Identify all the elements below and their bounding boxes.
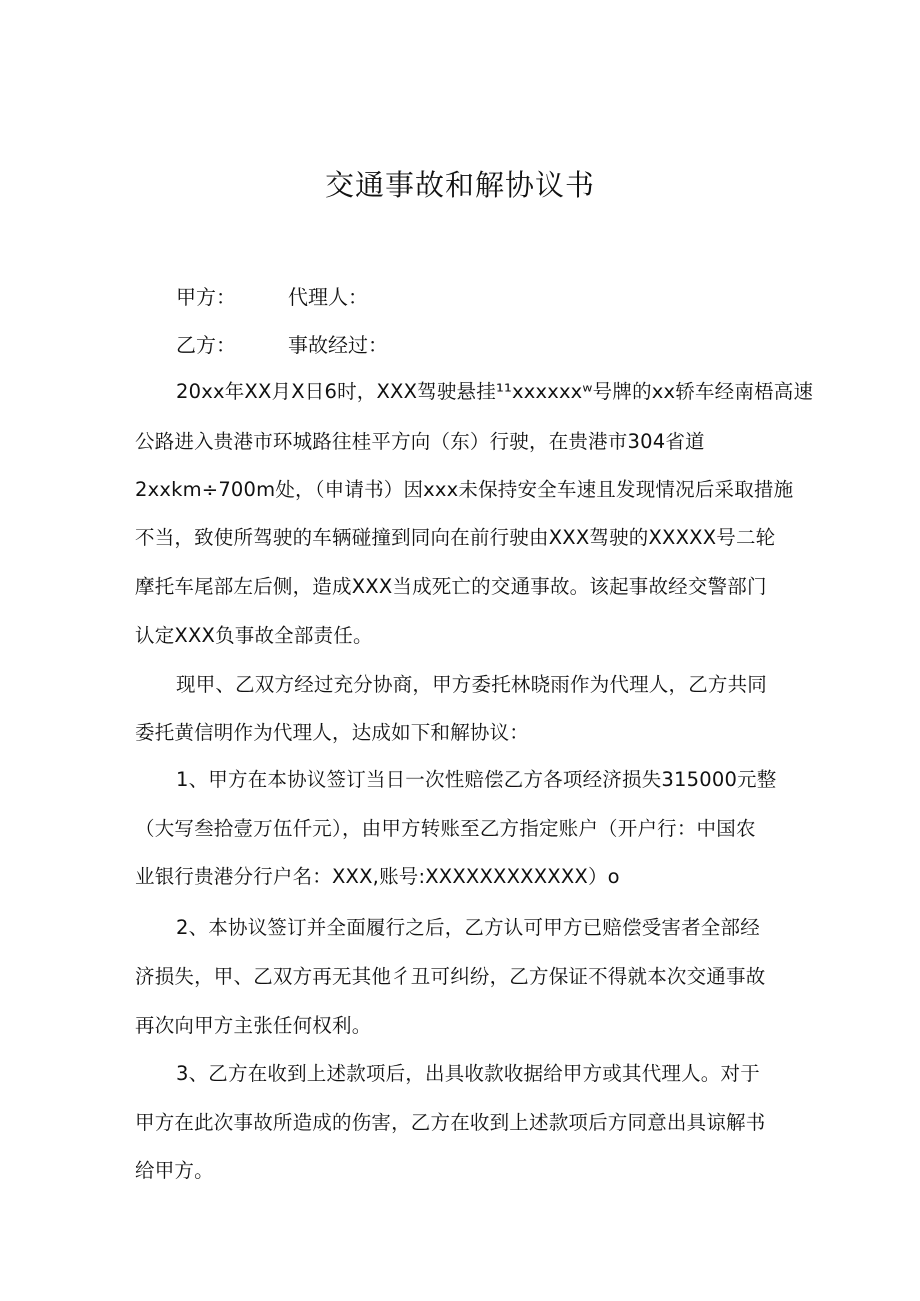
clause-2-line-1: 2、本协议签订并全面履行之后，乙方认可甲方已赔偿受害者全部经 — [176, 916, 760, 939]
party-b-label: 乙方： — [176, 333, 236, 357]
document-title: 交通事故和解协议书 — [324, 168, 595, 202]
accident-line-4: 不当，致使所驾驶的车辆碰撞到同向在前行驶由XXX驾驶的XXXXX号二轮 — [135, 526, 776, 549]
clause-2-line-2: 济损失，甲、乙双方再无其他彳丑可纠纷，乙方保证不得就本次交通事故 — [135, 965, 766, 988]
accident-line-1: 20xx年XX月X日6时，XXX驾驶悬挂¹¹xxxxxxʷ号牌的xx轿车经南梧高速 — [176, 380, 814, 403]
accident-line-5: 摩托车尾部左后侧，造成XXX当成死亡的交通事故。该起事故经交警部门 — [135, 575, 767, 598]
accident-line-6: 认定XXX负事故全部责任。 — [135, 624, 373, 647]
negotiation-line-1: 现甲、乙双方经过充分协商，甲方委托林晓雨作为代理人，乙方共同 — [176, 673, 768, 696]
clause-3-line-2: 甲方在此次事故所造成的伤害，乙方在收到上述款项后方同意出具谅解书 — [135, 1111, 766, 1134]
party-b-row — [176, 329, 388, 358]
clause-1-line-1: 1、甲方在本协议签订当日一次性赔偿乙方各项经济损失315000元整 — [176, 768, 777, 791]
clause-2-line-3: 再次向甲方主张任何权利。 — [135, 1014, 372, 1037]
negotiation-line-2: 委托黄信明作为代理人，达成如下和解协议： — [135, 721, 530, 744]
clause-3-line-1: 3、乙方在收到上述款项后，出具收款收据给甲方或其代理人。对于 — [176, 1062, 760, 1085]
clause-1-line-2: （大写叁拾壹万伍仟元），由甲方转账至乙方指定账户（开户行：中国农 — [135, 817, 756, 840]
accident-line-2: 公路进入贵港市环城路往桂平方向（东）行驶，在贵港市304省道 — [135, 430, 705, 453]
clause-1-line-3: 业银行贵港分行户名：XXX,账号:XXXXXXXXXXXX）o — [135, 865, 620, 888]
accident-line-3: 2xxkm÷700m处，（申请书）因xxx未保持安全车速且发现情况后采取措施 — [135, 478, 794, 501]
accident-label: 事故经过： — [288, 333, 388, 357]
agent-label: 代理人： — [288, 285, 368, 309]
party-a-row — [176, 281, 368, 310]
clause-3-line-3: 给甲方。 — [135, 1159, 214, 1182]
party-a-label: 甲方： — [176, 285, 236, 309]
